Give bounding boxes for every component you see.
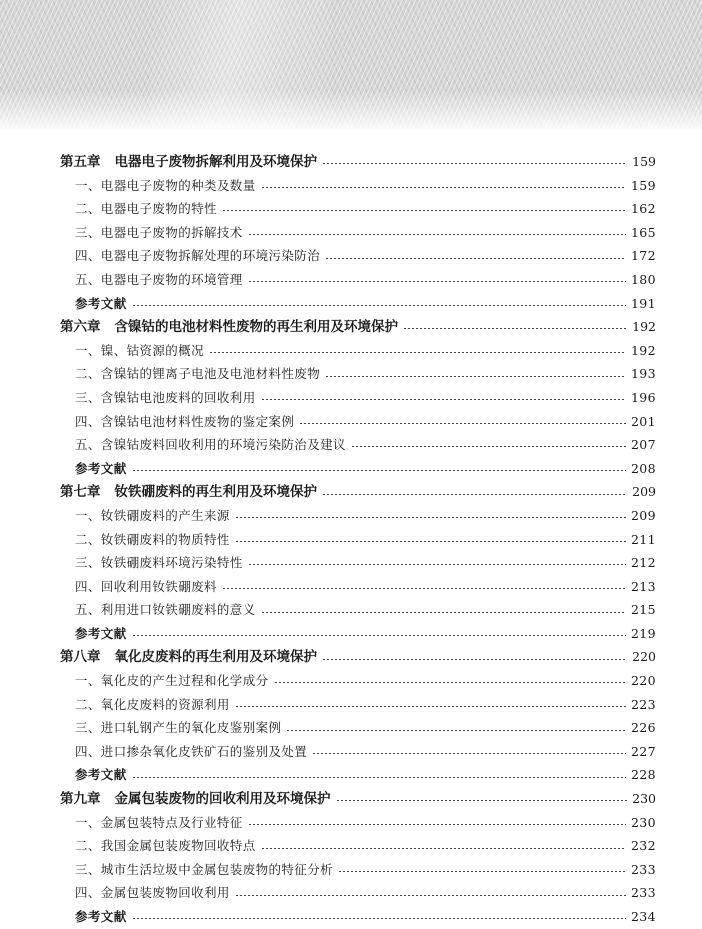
toc-section-entry[interactable] <box>60 716 656 740</box>
entry-title: 一、镍、钴资源的概况 <box>75 342 205 358</box>
dot-leader <box>248 824 626 825</box>
page-number: 211 <box>630 531 656 547</box>
decorative-header-band <box>0 0 702 130</box>
dot-leader <box>132 470 626 471</box>
page-number: 233 <box>630 861 656 877</box>
entry-title: 四、电器电子废物拆解处理的环境污染防治 <box>75 248 321 264</box>
dot-leader <box>312 753 626 754</box>
dot-leader <box>248 564 626 565</box>
toc-section-entry[interactable] <box>60 433 656 457</box>
page-number: 220 <box>630 673 656 689</box>
dot-leader <box>322 659 627 660</box>
page-number: 223 <box>630 696 656 712</box>
page-number: 230 <box>632 791 656 807</box>
page-number: 209 <box>632 484 656 500</box>
entry-title: 二、我国金属包装废物回收特点 <box>75 838 256 854</box>
toc-section-entry[interactable] <box>60 575 656 599</box>
dot-leader <box>222 210 626 211</box>
page-number: 191 <box>630 295 656 311</box>
toc-section-entry[interactable] <box>60 669 656 693</box>
dot-leader <box>132 777 626 778</box>
entry-title: 参考文献 <box>75 460 127 476</box>
page-number: 219 <box>630 625 656 641</box>
toc-chapter-entry[interactable] <box>60 315 656 339</box>
toc-section-entry[interactable] <box>60 174 656 198</box>
page-number: 215 <box>630 602 656 618</box>
toc-section-entry[interactable] <box>60 740 656 764</box>
entry-title: 三、城市生活垃圾中金属包装废物的特征分析 <box>75 861 334 877</box>
dot-leader <box>403 328 627 329</box>
toc-section-entry[interactable] <box>60 221 656 245</box>
dot-leader <box>286 730 626 731</box>
entry-title: 四、含镍钴电池材料性废物的鉴定案例 <box>75 413 295 429</box>
entry-title: 参考文献 <box>75 625 127 641</box>
chapter-number: 第七章 <box>60 484 101 501</box>
page-number: 172 <box>630 248 656 264</box>
page-number: 233 <box>630 885 656 901</box>
toc-section-entry[interactable] <box>60 410 656 434</box>
entry-title: 二、氧化皮废料的资源利用 <box>75 696 230 712</box>
dot-leader <box>261 399 626 400</box>
toc-references-entry[interactable] <box>60 622 656 646</box>
dot-leader <box>322 163 627 164</box>
dot-leader <box>248 234 626 235</box>
page-number: 209 <box>630 507 656 523</box>
dot-leader <box>132 918 626 919</box>
dot-leader <box>235 541 626 542</box>
toc-section-entry[interactable] <box>60 834 656 858</box>
page-number: 208 <box>630 460 656 476</box>
entry-title: 四、金属包装废物回收利用 <box>75 885 230 901</box>
dot-leader <box>248 281 626 282</box>
toc-section-entry[interactable] <box>60 598 656 622</box>
dot-leader <box>209 352 626 353</box>
page-number: 226 <box>630 720 656 736</box>
toc-section-entry[interactable] <box>60 268 656 292</box>
entry-title: 四、回收利用钕铁硼废料 <box>75 578 217 594</box>
page-number: 230 <box>630 814 656 830</box>
dot-leader <box>132 305 626 306</box>
dot-leader <box>325 258 626 259</box>
toc-section-entry[interactable] <box>60 504 656 528</box>
entry-title: 五、含镍钴废料回收利用的环境污染防治及建议 <box>75 437 346 453</box>
chapter-number: 第五章 <box>60 154 101 170</box>
chapter-title: 含镍钴的电池材料性废物的再生利用及环境保护 <box>114 319 398 336</box>
dot-leader <box>274 682 626 683</box>
entry-title: 二、含镍钴的锂离子电池及电池材料性废物 <box>75 366 321 382</box>
page-number: 201 <box>630 413 656 429</box>
entry-title: 三、电器电子废物的拆解技术 <box>75 224 243 240</box>
dot-leader <box>351 446 626 447</box>
toc-chapter-entry[interactable] <box>60 150 656 174</box>
entry-title: 五、利用进口钕铁硼废料的意义 <box>75 602 256 618</box>
dot-leader <box>222 588 626 589</box>
page-number: 212 <box>630 555 656 571</box>
page-number: 193 <box>630 366 656 382</box>
entry-title: 三、含镍钴电池废料的回收利用 <box>75 389 256 405</box>
entry-title: 二、电器电子废物的特性 <box>75 201 217 217</box>
chapter-title: 电器电子废物拆解利用及环境保护 <box>114 154 317 170</box>
entry-title: 三、钕铁硼废料环境污染特性 <box>75 555 243 571</box>
chapter-title: 金属包装废物的回收利用及环境保护 <box>114 791 331 808</box>
entry-title: 二、钕铁硼废料的物质特性 <box>75 531 230 547</box>
toc-chapter-entry[interactable] <box>60 787 656 811</box>
toc-section-entry[interactable] <box>60 881 656 905</box>
toc-section-entry[interactable] <box>60 858 656 882</box>
dot-leader <box>336 800 628 801</box>
toc-chapter-entry[interactable] <box>60 645 656 669</box>
entry-title: 一、钕铁硼废料的产生来源 <box>75 507 230 523</box>
page-number: 196 <box>630 389 656 405</box>
toc-section-entry[interactable] <box>60 693 656 717</box>
dot-leader <box>322 494 627 495</box>
toc-references-entry[interactable] <box>60 763 656 787</box>
page-number: 159 <box>630 177 656 193</box>
toc-section-entry[interactable] <box>60 244 656 268</box>
chapter-title: 钕铁硼废料的再生利用及环境保护 <box>114 484 317 501</box>
toc-section-entry[interactable] <box>60 811 656 835</box>
page-number: 207 <box>630 437 656 453</box>
dot-leader <box>235 706 626 707</box>
page-number: 220 <box>632 649 656 665</box>
chapter-number: 第六章 <box>60 319 101 336</box>
toc-references-entry[interactable] <box>60 457 656 481</box>
entry-title: 四、进口掺杂氧化皮铁矿石的鉴别及处置 <box>75 743 308 759</box>
entry-title: 一、金属包装特点及行业特征 <box>75 814 243 830</box>
page-number: 192 <box>630 342 656 358</box>
page-number: 227 <box>630 743 656 759</box>
toc-section-entry[interactable] <box>60 362 656 386</box>
page-number: 232 <box>630 838 656 854</box>
dot-leader <box>261 848 626 849</box>
page-number: 228 <box>630 767 656 783</box>
dot-leader <box>261 612 626 613</box>
dot-leader <box>235 895 626 896</box>
dot-leader <box>132 635 626 636</box>
dot-leader <box>338 871 626 872</box>
toc-references-entry[interactable] <box>60 905 656 929</box>
dot-leader <box>325 376 626 377</box>
toc-section-entry[interactable] <box>60 551 656 575</box>
toc-section-entry[interactable] <box>60 528 656 552</box>
chapter-number: 第八章 <box>60 649 101 666</box>
toc-section-entry[interactable] <box>60 197 656 221</box>
dot-leader <box>261 187 626 188</box>
page-number: 159 <box>632 154 656 169</box>
page-number: 162 <box>630 201 656 217</box>
entry-title: 三、进口轧钢产生的氧化皮鉴别案例 <box>75 720 282 736</box>
entry-title: 一、氧化皮的产生过程和化学成分 <box>75 673 269 689</box>
toc-section-entry[interactable] <box>60 386 656 410</box>
chapter-title: 氧化皮废料的再生利用及环境保护 <box>114 649 317 666</box>
entry-title: 参考文献 <box>75 909 127 924</box>
page-number: 234 <box>630 909 656 924</box>
table-of-contents <box>60 150 656 929</box>
toc-references-entry[interactable] <box>60 292 656 316</box>
entry-title: 五、电器电子废物的环境管理 <box>75 271 243 287</box>
page-number: 213 <box>630 578 656 594</box>
entry-title: 参考文献 <box>75 767 127 783</box>
page-number: 192 <box>632 319 656 335</box>
dot-leader <box>299 423 626 424</box>
dot-leader <box>235 517 626 518</box>
toc-section-entry[interactable] <box>60 339 656 363</box>
entry-title: 一、电器电子废物的种类及数量 <box>75 177 256 193</box>
page-number: 165 <box>630 224 656 240</box>
page-number: 180 <box>630 271 656 287</box>
toc-chapter-entry[interactable] <box>60 480 656 504</box>
chapter-number: 第九章 <box>60 791 101 808</box>
entry-title: 参考文献 <box>75 295 127 311</box>
